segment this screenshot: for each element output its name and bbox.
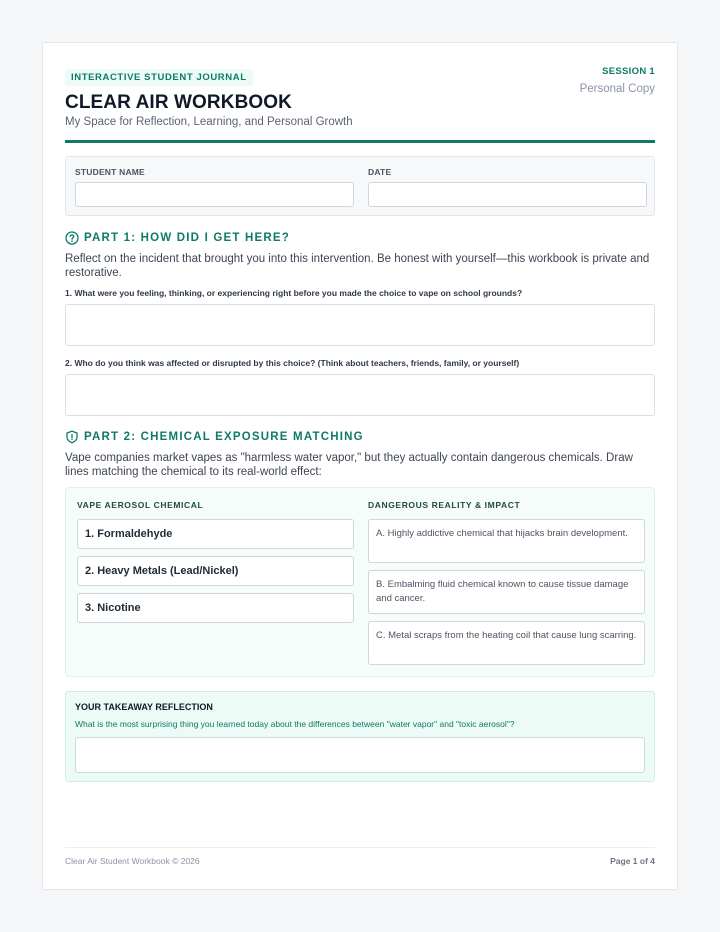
impact-item[interactable]: B. Embalming fluid chemical known to cause tissue damage and cancer. [368, 570, 645, 614]
session-label: SESSION 1 [602, 66, 655, 77]
part2-heading [65, 429, 364, 445]
workbook-page [42, 42, 678, 890]
shield-alert-icon [65, 430, 79, 444]
takeaway-box [65, 691, 655, 782]
copy-label: Personal Copy [579, 83, 655, 95]
date-field[interactable] [368, 182, 647, 207]
impact-item[interactable]: A. Highly addictive chemical that hijacks brain development. [368, 519, 645, 563]
page-title: CLEAR AIR WORKBOOK [65, 92, 292, 113]
footer-rule [65, 847, 655, 848]
chemical-column-heading: VAPE AEROSOL CHEMICAL [77, 500, 204, 510]
impact-item[interactable]: C. Metal scraps from the heating coil that cause lung scarring. [368, 621, 645, 665]
student-name-field[interactable] [75, 182, 354, 207]
part1-heading [65, 230, 290, 246]
matching-panel [65, 487, 655, 677]
part1-question-1: 1. What were you feeling, thinking, or experiencing right before you made the choice to vape on school grounds? [65, 288, 523, 298]
question-circle-icon [65, 231, 79, 245]
takeaway-title: YOUR TAKEAWAY REFLECTION [75, 702, 213, 712]
part2-heading-text: PART 2: CHEMICAL EXPOSURE MATCHING [84, 431, 364, 443]
chemical-item[interactable]: 3. Nicotine [77, 593, 354, 623]
chemical-item[interactable]: 1. Formaldehyde [77, 519, 354, 549]
page-number: Page 1 of 4 [610, 856, 655, 866]
impact-column-heading: DANGEROUS REALITY & IMPACT [368, 500, 521, 510]
part1-question-2: 2. Who do you think was affected or disrupted by this choice? (Think about teachers, friends, family, or yourself) [65, 358, 520, 368]
part1-answer-2[interactable] [65, 374, 655, 416]
student-info-box [65, 156, 655, 216]
footer-copyright: Clear Air Student Workbook © 2026 [65, 856, 200, 866]
date-label: DATE [368, 167, 392, 177]
chemical-item[interactable]: 2. Heavy Metals (Lead/Nickel) [77, 556, 354, 586]
part2-intro: Vape companies market vapes as "harmless water vapor," but they actually contain dangerous chemicals. Draw lines matching the chemical to its real-world effect: [65, 452, 633, 478]
part1-answer-1[interactable] [65, 304, 655, 346]
part1-intro: Reflect on the incident that brought you into this intervention. Be honest with yourself—this workbook is private and restorative. [65, 253, 650, 279]
page-content [65, 43, 655, 889]
student-name-label: STUDENT NAME [75, 167, 145, 177]
part1-heading-text: PART 1: HOW DID I GET HERE? [84, 232, 290, 244]
takeaway-answer-field[interactable] [75, 737, 645, 773]
header-rule [65, 140, 655, 143]
eyebrow-badge: INTERACTIVE STUDENT JOURNAL [65, 69, 253, 86]
takeaway-question: What is the most surprising thing you learned today about the differences between "water vapor" and "toxic aerosol"? [75, 719, 515, 729]
page-subtitle: My Space for Reflection, Learning, and Personal Growth [65, 116, 353, 128]
